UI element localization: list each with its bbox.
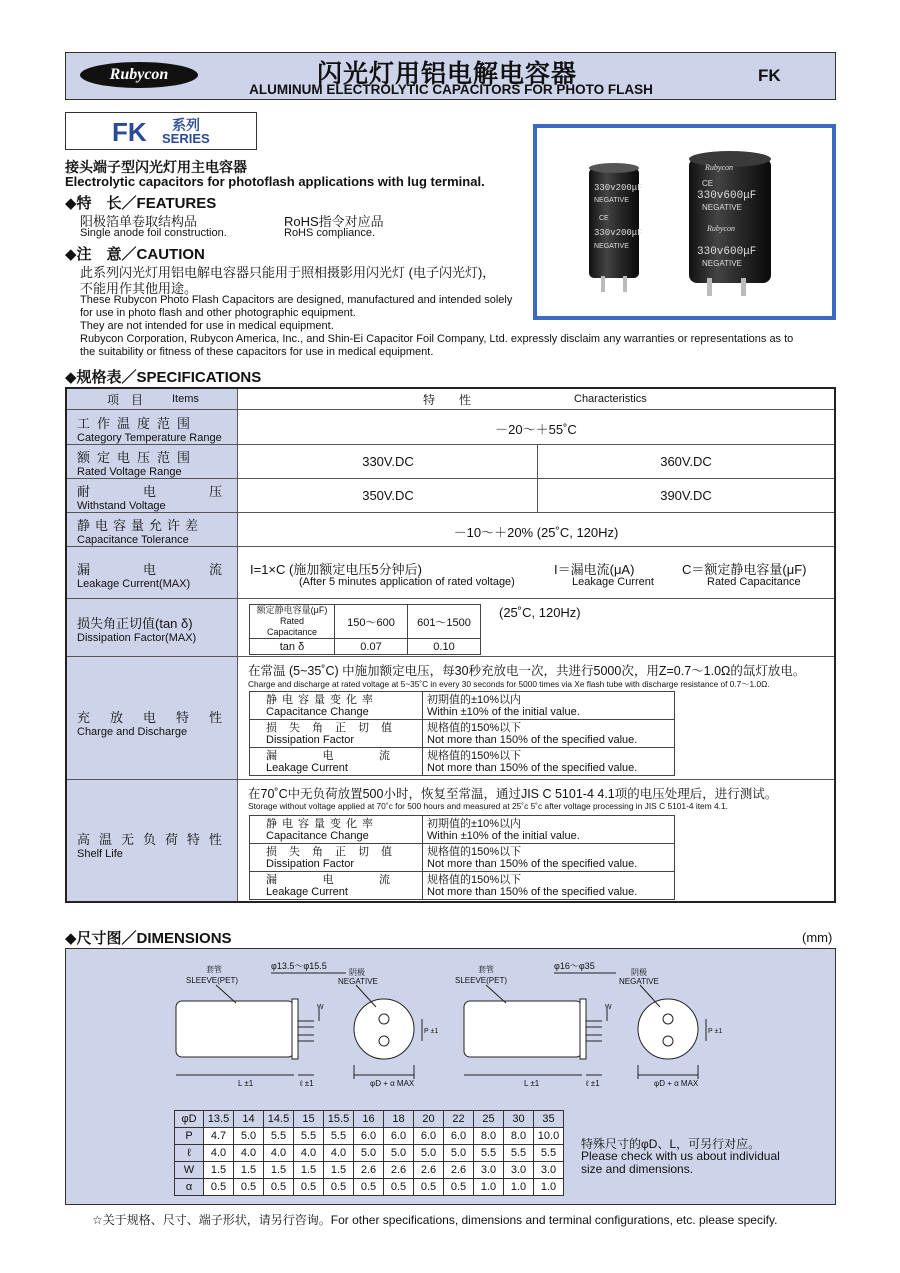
voltage-360: 360V.DC	[660, 454, 712, 469]
drawing1-side-view	[176, 1001, 294, 1057]
cap1-mark: NEGATIVE	[594, 197, 629, 204]
svg-text:套管: 套管	[206, 965, 222, 974]
col-items-header: 项 目 Items	[107, 393, 199, 407]
dimensions-cell: 4.0	[204, 1145, 234, 1162]
dimensions-cell: 2.6	[384, 1162, 414, 1179]
dimensions-cell: 1.5	[204, 1162, 234, 1179]
dimensions-cell: 16	[354, 1111, 384, 1128]
dimensions-cell: 5.5	[474, 1145, 504, 1162]
dimensions-table-row	[175, 1162, 564, 1179]
svg-text:Rubycon: Rubycon	[707, 224, 735, 233]
shelf-desc-en: Storage without voltage applied at 70˚c for 500 hours and measured at 25˚c 5˚c after voltage processing in JIS C 5101-4 item 4.1.	[248, 801, 728, 811]
dimensions-cell: 5.0	[234, 1128, 264, 1145]
dimensions-cell: 5.0	[444, 1145, 474, 1162]
shelf-cap-change: 静电容量变化率 Capacitance Change	[250, 816, 423, 844]
product-photo	[533, 124, 836, 320]
feature-1-cn: 阳极箔单卷取结构品	[80, 214, 198, 229]
shelf-leakage: 漏 电 流 Leakage Current	[250, 872, 423, 900]
svg-text:NEGATIVE: NEGATIVE	[702, 259, 742, 268]
charge-desc-cn: 在常温 (5~35˚C) 中施加额定电压，每30秒充放电一次，共进行5000次，用Z=0.7～1.0Ω的氙灯放电。	[248, 664, 806, 678]
svg-text:阴极: 阴极	[631, 968, 647, 977]
row-temp-value: －20～＋55˚C	[495, 422, 577, 437]
svg-text:W: W	[317, 1004, 324, 1011]
svg-text:ℓ ±1: ℓ ±1	[300, 1079, 314, 1088]
dimensions-row-label: φD	[175, 1111, 204, 1128]
dimensions-cell: 10.0	[534, 1128, 564, 1145]
rubycon-logo: Rubycon	[80, 62, 198, 88]
row-shelf-label: 高 温 无 负 荷 特 性 Shelf Life	[77, 832, 222, 860]
dimensions-cell: 6.0	[354, 1128, 384, 1145]
dimensions-table-row	[175, 1145, 564, 1162]
dimensions-cell: 4.0	[234, 1145, 264, 1162]
feature-2-cn: RoHS指令对应品	[284, 214, 384, 229]
svg-text:SLEEVE(PET): SLEEVE(PET)	[186, 976, 239, 985]
dimensions-panel	[65, 948, 836, 1205]
series-box	[65, 112, 257, 150]
specifications-table	[65, 387, 836, 903]
charge-leakage: 漏 电 流 Leakage Current	[250, 748, 423, 776]
dimensions-cell: 1.5	[234, 1162, 264, 1179]
dimensions-cell: 20	[414, 1111, 444, 1128]
dimensions-cell: 5.0	[354, 1145, 384, 1162]
leakage-i-def-en: Leakage Current	[572, 576, 654, 588]
dimensions-cell: 3.0	[534, 1162, 564, 1179]
feature-2-en: RoHS compliance.	[284, 227, 376, 239]
dimensions-cell: 8.0	[504, 1128, 534, 1145]
dimensions-cell: 1.0	[534, 1179, 564, 1196]
dimensions-cell: 15.5	[324, 1111, 354, 1128]
dissipation-condition: (25˚C, 120Hz)	[499, 605, 581, 620]
caution-en-3: They are not intended for use in medical equipment.	[80, 320, 334, 332]
dimensions-cell: 5.5	[324, 1128, 354, 1145]
dissipation-tan-label: tan δ	[250, 639, 335, 655]
dimensions-cell: 4.0	[264, 1145, 294, 1162]
svg-text:P ±1: P ±1	[708, 1028, 723, 1035]
dimensions-table-row	[175, 1111, 564, 1128]
row-withstand-label: 耐 电 压 Withstand Voltage	[77, 484, 222, 512]
dissipation-tan-2: 0.10	[408, 639, 481, 655]
series-code-header: FK	[758, 66, 781, 85]
shelf-subtable: 静电容量变化率 Capacitance Change 初期值的±10%以内 Within ±10% of the initial value. 损失角正切值 Dissipation Factor 规格值的150%以下 Not more than 150% of the specified value. 漏 电 流 Leakage Current 规格值的150%以下 Not more than 150% of the specified value.	[249, 815, 675, 900]
dimensions-table-row	[175, 1128, 564, 1145]
row-temp-label: 工作温度范围 Category Temperature Range	[77, 416, 222, 444]
dimensions-cell: 0.5	[264, 1179, 294, 1196]
caution-en-4: Rubycon Corporation, Rubycon America, Inc., and Shin-Ei Capacitor Foil Company, Ltd. expressly disclaim any warranties or representations as to	[80, 333, 794, 345]
cap2-rating: 330v600μF	[697, 190, 757, 202]
charge-cap-change: 静电容量变化率 Capacitance Change	[250, 692, 423, 720]
svg-text:φ16～φ35: φ16～φ35	[554, 961, 595, 971]
dimensions-row-label: α	[175, 1179, 204, 1196]
dimensions-cell: 0.5	[414, 1179, 444, 1196]
svg-text:L ±1: L ±1	[524, 1079, 540, 1088]
dimensions-cell: 2.6	[354, 1162, 384, 1179]
drawing2-side-view	[464, 1001, 582, 1057]
dimensions-cell: 6.0	[414, 1128, 444, 1145]
withstand-350: 350V.DC	[362, 488, 414, 503]
cap2-mark: NEGATIVE	[702, 203, 742, 212]
dimensions-row-label: ℓ	[175, 1145, 204, 1162]
title-cn: 闪光灯用铝电解电容器	[316, 60, 577, 88]
leakage-c-def: C＝额定静电容量(μF)	[682, 562, 807, 577]
dimensions-cell: 5.5	[294, 1128, 324, 1145]
capacitor-photo-illustration	[537, 128, 832, 316]
svg-text:NEGATIVE: NEGATIVE	[619, 977, 659, 986]
dissipation-range-1: 150～600	[335, 605, 408, 639]
col-characteristics-header: 特 性 Characteristics	[423, 393, 647, 407]
dimensions-cell: 6.0	[444, 1128, 474, 1145]
dimensions-cell: 1.0	[504, 1179, 534, 1196]
leakage-c-def-en: Rated Capacitance	[707, 576, 801, 588]
dimensions-table	[174, 1110, 564, 1196]
dimension-drawings	[66, 949, 835, 1099]
row-tolerance-value: －10～＋20% (25˚C, 120Hz)	[453, 525, 619, 540]
charge-desc-en: Charge and discharge at rated voltage at 5~35˚C in every 30 seconds for 5000 times via Xe flash tube with discharge resistance of 0.7～1.0Ω.	[248, 679, 770, 689]
dimensions-cell: 4.7	[204, 1128, 234, 1145]
dimensions-cell: 6.0	[384, 1128, 414, 1145]
dimensions-note-cn: 特殊尺寸的φD、L，可另行对应。	[581, 1137, 761, 1151]
svg-text:阴极: 阴极	[349, 968, 365, 977]
dimensions-cell: 1.0	[474, 1179, 504, 1196]
svg-text:NEGATIVE: NEGATIVE	[338, 977, 378, 986]
dimensions-cell: 2.6	[414, 1162, 444, 1179]
dimensions-note-en-1: Please check with us about individual	[581, 1149, 780, 1163]
dimensions-cell: 30	[504, 1111, 534, 1128]
dimensions-cell: 3.0	[504, 1162, 534, 1179]
dimensions-cell: 0.5	[384, 1179, 414, 1196]
leakage-i-def: I＝漏电流(μA)	[554, 562, 635, 577]
dimensions-cell: 5.5	[264, 1128, 294, 1145]
dimensions-cell: 0.5	[444, 1179, 474, 1196]
dimensions-cell: 1.5	[324, 1162, 354, 1179]
caution-heading: ◆注 意／CAUTION	[65, 246, 205, 263]
dimensions-cell: 4.0	[294, 1145, 324, 1162]
dimensions-cell: 0.5	[204, 1179, 234, 1196]
drawing1-end-view	[354, 999, 414, 1059]
svg-text:P ±1: P ±1	[424, 1028, 439, 1035]
dimensions-cell: 35	[534, 1111, 564, 1128]
series-en: SERIES	[162, 131, 210, 146]
dimensions-table-row	[175, 1179, 564, 1196]
dimensions-cell: 22	[444, 1111, 474, 1128]
row-dissipation-label: 损失角正切值(tan δ) Dissipation Factor(MAX)	[77, 616, 197, 644]
series-cn: 系列	[172, 117, 200, 133]
svg-text:L ±1: L ±1	[238, 1079, 254, 1088]
svg-text:330v600μF: 330v600μF	[697, 246, 757, 258]
dimensions-cell: 1.5	[294, 1162, 324, 1179]
dimensions-cell: 1.5	[264, 1162, 294, 1179]
footer-note: ☆关于规格、尺寸、端子形状，请另行咨询。For other specifications, dimensions and terminal configurations, etc. please specify.	[92, 1213, 778, 1227]
row-leakage-label: 漏 电 流 Leakage Current(MAX)	[77, 562, 222, 590]
leakage-formula-en: (After 5 minutes application of rated voltage)	[299, 576, 515, 588]
specs-heading: ◆规格表／SPECIFICATIONS	[65, 369, 262, 386]
drawing2-end-view	[638, 999, 698, 1059]
caution-en-5: the suitability or fitness of these capacitors for use in medical equipment.	[80, 346, 434, 358]
dimensions-row-label: W	[175, 1162, 204, 1179]
dimensions-cell: 14	[234, 1111, 264, 1128]
dimensions-cell: 18	[384, 1111, 414, 1128]
shelf-dissipation: 损失角正切值 Dissipation Factor	[250, 844, 423, 872]
row-voltage-label: 额定电压范围 Rated Voltage Range	[77, 450, 198, 478]
caution-en-2: for use in photo flash and other photographic equipment.	[80, 307, 356, 319]
dissipation-cap-header: 额定静电容量(μF) Rated Capacitance	[250, 605, 335, 639]
svg-text:φD + α MAX: φD + α MAX	[370, 1079, 415, 1088]
dimensions-unit: (mm)	[802, 930, 833, 945]
dissipation-subtable	[249, 604, 481, 655]
svg-text:φD + α MAX: φD + α MAX	[654, 1079, 699, 1088]
dimensions-cell: 5.0	[384, 1145, 414, 1162]
row-tolerance-label: 静电容量允许差 Capacitance Tolerance	[77, 518, 204, 546]
cap2-ce: CE	[702, 179, 714, 188]
svg-text:NEGATIVE: NEGATIVE	[594, 243, 629, 250]
shelf-desc-cn: 在70˚C中无负荷放置500小时，恢复至常温，通过JIS C 5101-4 4.1项的电压处理后，进行测试。	[248, 787, 778, 801]
leakage-formula: I=1×C (施加额定电压5分钟后)	[250, 562, 422, 577]
dimensions-cell: 5.0	[414, 1145, 444, 1162]
dimensions-cell: 2.6	[444, 1162, 474, 1179]
dimensions-cell: 0.5	[324, 1179, 354, 1196]
dimensions-row-label: P	[175, 1128, 204, 1145]
dimensions-cell: 15	[294, 1111, 324, 1128]
dimensions-cell: 5.5	[534, 1145, 564, 1162]
caution-cn-1: 此系列闪光灯用铝电解电容器只能用于照相摄影用闪光灯 (电子闪光灯)，	[80, 265, 496, 280]
intro-cn: 接头端子型闪光灯用主电容器	[65, 159, 247, 175]
dimensions-cell: 14.5	[264, 1111, 294, 1128]
dissipation-tan-1: 0.07	[335, 639, 408, 655]
dimensions-cell: 3.0	[474, 1162, 504, 1179]
dimensions-cell: 4.0	[324, 1145, 354, 1162]
withstand-390: 390V.DC	[660, 488, 712, 503]
series-code: FK	[112, 117, 147, 147]
cap2-brand: Rubycon	[705, 163, 733, 172]
dimensions-cell: 0.5	[354, 1179, 384, 1196]
dimensions-cell: 25	[474, 1111, 504, 1128]
dimensions-cell: 5.5	[504, 1145, 534, 1162]
svg-text:套管: 套管	[478, 965, 494, 974]
intro-en: Electrolytic capacitors for photoflash applications with lug terminal.	[65, 174, 485, 189]
svg-text:W: W	[605, 1004, 612, 1011]
svg-text:φ13.5～φ15.5: φ13.5～φ15.5	[271, 961, 327, 971]
dimensions-cell: 8.0	[474, 1128, 504, 1145]
caution-en-1: These Rubycon Photo Flash Capacitors are designed, manufactured and intended solely	[80, 294, 513, 306]
title-en: ALUMINUM ELECTROLYTIC CAPACITORS FOR PHOTO FLASH	[249, 82, 653, 97]
caution-cn-2: 不能用作其他用途。	[80, 281, 198, 296]
svg-text:330v200μF: 330v200μF	[594, 228, 643, 238]
dimensions-cell: 13.5	[204, 1111, 234, 1128]
row-charge-label: 充 放 电 特 性 Charge and Discharge	[77, 710, 222, 738]
header-banner	[65, 52, 836, 100]
charge-dissipation: 损失角正切值 Dissipation Factor	[250, 720, 423, 748]
dimensions-cell: 0.5	[234, 1179, 264, 1196]
svg-text:SLEEVE(PET): SLEEVE(PET)	[455, 976, 508, 985]
dimensions-heading: ◆尺寸图／DIMENSIONS	[65, 930, 232, 947]
dimensions-note-en-2: size and dimensions.	[581, 1162, 694, 1176]
svg-text:ℓ ±1: ℓ ±1	[586, 1079, 600, 1088]
voltage-330: 330V.DC	[362, 454, 414, 469]
dimensions-cell: 0.5	[294, 1179, 324, 1196]
features-heading: ◆特 长／FEATURES	[65, 195, 217, 212]
feature-1-en: Single anode foil construction.	[80, 227, 227, 239]
dissipation-range-2: 601～1500	[408, 605, 481, 639]
cap1-ce: CE	[599, 215, 609, 222]
cap1-rating: 330v200μF	[594, 183, 643, 193]
charge-subtable: 静电容量变化率 Capacitance Change 初期值的±10%以内 Within ±10% of the initial value. 损失角正切值 Dissipation Factor 规格值的150%以下 Not more than 150% of the specified value. 漏 电 流 Leakage Current 规格值的150%以下 Not more than 150% of the specified value.	[249, 691, 675, 776]
